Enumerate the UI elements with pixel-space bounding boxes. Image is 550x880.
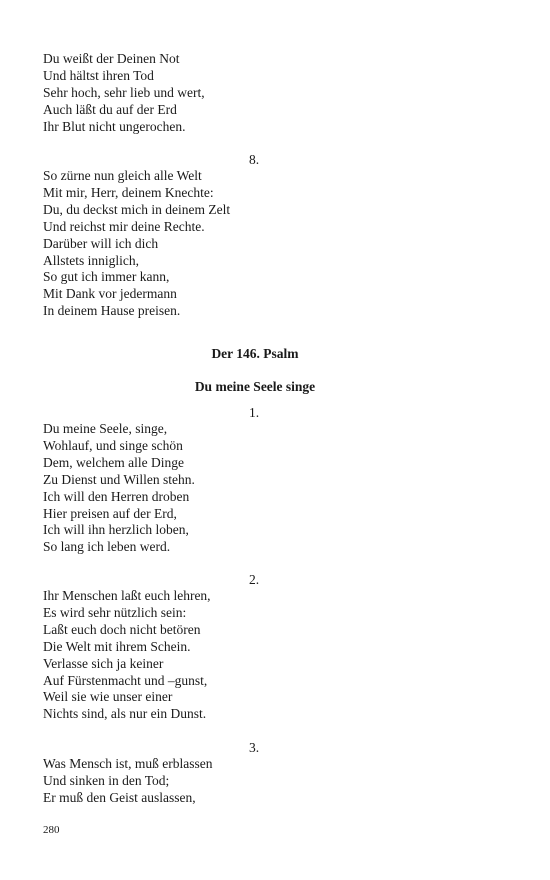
verse-line: Auf Fürstenmacht und –gunst, [43,672,208,688]
verse-line: Und hältst ihren Tod [43,67,154,83]
stanza-number: 2. [249,572,260,587]
verse-line: Nichts sind, als nur ein Dunst. [43,706,207,722]
psalm-title: Der 146. Psalm [211,346,299,361]
verse-line: Und sinken in den Tod; [43,772,170,788]
stanza-8 [43,168,230,320]
verse-line: Zu Dienst und Willen stehn. [43,471,195,487]
verse-line: Laßt euch doch nicht betören [43,621,201,637]
verse-line: In deinem Hause preisen. [43,303,181,319]
verse-line: Er muß den Geist auslassen, [43,789,196,805]
verse-line: Hier preisen auf der Erd, [43,505,177,521]
verse-line: Mit mir, Herr, deinem Knechte: [43,184,214,200]
verse-line: Wohlauf, und singe schön [43,437,183,453]
stanza-number: 8. [249,152,260,167]
verse-line: Allstets inniglich, [43,252,139,268]
verse-line: Du meine Seele, singe, [43,421,168,436]
song-title: Du meine Seele singe [194,379,316,394]
verse-line: Weil sie wie unser einer [43,689,173,705]
verse-line: Darüber will ich dich [43,235,159,251]
verse-line: Was Mensch ist, muß erblassen [43,756,213,771]
verse-line: Es wird sehr nützlich sein: [43,604,187,620]
verse-line: Und reichst mir deine Rechte. [43,218,205,234]
verse-line: Die Welt mit ihrem Schein. [43,638,191,654]
verse-line: Mit Dank vor jedermann [43,286,177,302]
stanza-number: 3. [249,740,260,755]
verse-line: Dem, welchem alle Dinge [43,454,184,470]
stanza-3 [43,756,213,807]
verse-line: Du weißt der Deinen Not [43,51,180,66]
verse-line: Ihr Blut nicht ungerochen. [43,118,186,134]
verse-line: Verlasse sich ja keiner [43,655,164,671]
stanza-number: 1. [249,405,260,420]
verse-line: Ihr Menschen laßt euch lehren, [43,588,211,603]
stanza-2 [43,588,211,723]
page-number: 280 [43,824,60,836]
verse-line: So zürne nun gleich alle Welt [43,168,202,183]
verse-line: Sehr hoch, sehr lieb und wert, [43,84,205,100]
stanza-1 [43,421,195,556]
stanza-continuation [43,51,205,136]
verse-line: Ich will ihn herzlich loben, [43,522,189,538]
verse-line: Ich will den Herren droben [43,488,190,504]
verse-line: Auch läßt du auf der Erd [43,101,177,117]
verse-line: So lang ich leben werd. [43,539,171,555]
verse-line: Du, du deckst mich in deinem Zelt [43,201,231,217]
verse-line: So gut ich immer kann, [43,269,170,285]
